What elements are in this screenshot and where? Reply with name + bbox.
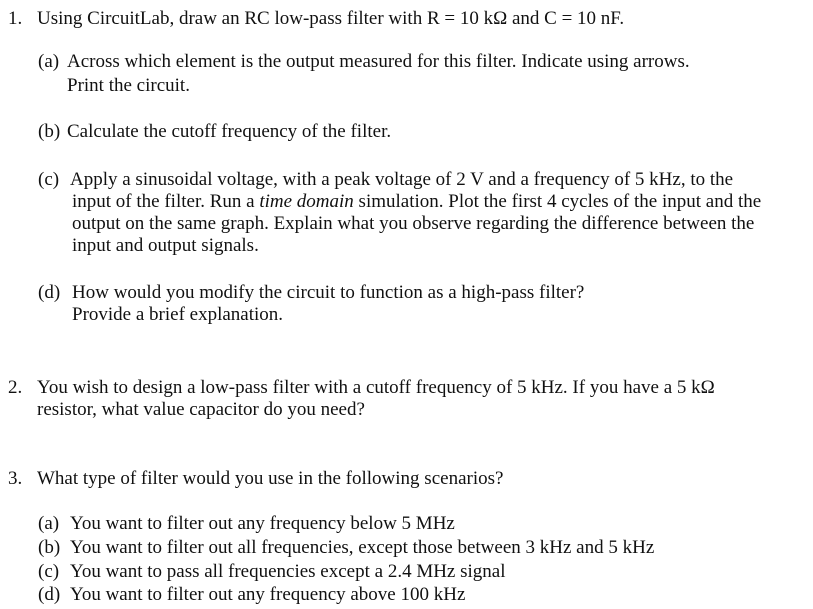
part-text-line: Across which element is the output measured for this filter. Indicate using arrows. xyxy=(67,51,690,72)
part-label: (b) xyxy=(38,121,61,142)
question-text-line: resistor, what value capacitor do you need? xyxy=(37,399,365,420)
text-segment: simulation. Plot the first 4 cycles of the input and the xyxy=(353,191,762,212)
part-text-line: Provide a brief explanation. xyxy=(72,304,284,325)
part-text: You want to filter out all frequencies, except those between 3 kHz and 5 kHz xyxy=(70,537,655,558)
part-text-line: How would you modify the circuit to function as a high-pass filter? xyxy=(72,282,585,303)
question-text: Using CircuitLab, draw an RC low-pass filter with R = 10 kΩ and C = 10 nF. xyxy=(37,8,625,29)
part-text-line: output on the same graph. Explain what you observe regarding the difference between the xyxy=(72,213,755,234)
part-text-line: Print the circuit. xyxy=(67,75,190,96)
part-text: You want to filter out any frequency below 5 MHz xyxy=(70,513,455,534)
text-segment: input of the filter. Run a xyxy=(72,191,260,212)
question-number: 1. xyxy=(8,8,23,29)
part-label: (b) xyxy=(38,537,61,558)
part-label: (c) xyxy=(38,169,60,190)
part-text-line-with-italic xyxy=(72,191,761,213)
question-text-line: You wish to design a low-pass filter with a cutoff frequency of 5 kHz. If you have a 5 kΩ xyxy=(37,377,715,398)
part-label: (d) xyxy=(38,282,61,303)
part-text: You want to filter out any frequency above 100 kHz xyxy=(70,584,466,605)
part-text-line: Apply a sinusoidal voltage, with a peak voltage of 2 V and a frequency of 5 kHz, to the xyxy=(70,169,734,190)
question-number: 3. xyxy=(8,468,23,489)
question-text: What type of filter would you use in the following scenarios? xyxy=(37,468,504,489)
part-text-line: Calculate the cutoff frequency of the filter. xyxy=(67,121,392,142)
part-label: (c) xyxy=(38,561,60,582)
part-text: You want to pass all frequencies except a 2.4 MHz signal xyxy=(70,561,506,582)
part-text-line: input and output signals. xyxy=(72,235,259,256)
italic-phrase: time domain xyxy=(259,191,354,212)
question-number: 2. xyxy=(8,377,23,398)
part-label: (d) xyxy=(38,584,61,605)
part-label: (a) xyxy=(38,51,60,72)
part-label: (a) xyxy=(38,513,60,534)
